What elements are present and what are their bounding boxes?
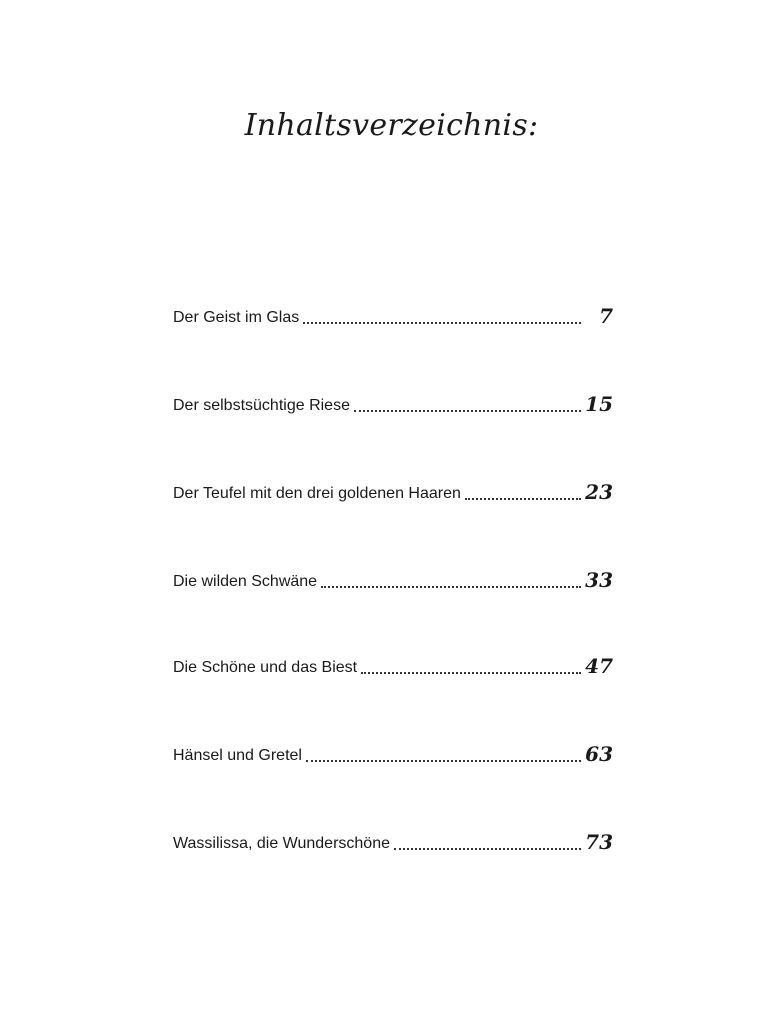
toc-entry-page: 33: [585, 568, 613, 592]
toc-entry: [173, 822, 613, 854]
toc-entry-page: 47: [585, 654, 613, 678]
toc-entry-title: Wassilissa, die Wunderschöne: [173, 835, 390, 852]
toc-leader-dots: [321, 586, 581, 588]
toc-entry-page: 73: [585, 830, 613, 854]
page-title: Inhaltsverzeichnis:: [244, 108, 539, 143]
toc-entry-title: Hänsel und Gretel: [173, 747, 302, 764]
toc-entry-title: Die Schöne und das Biest: [173, 659, 358, 676]
toc-entry: [173, 734, 613, 766]
toc-leader-dots: [361, 672, 581, 674]
toc-leader-dots: [394, 848, 581, 850]
toc-leader-dots: [465, 498, 581, 500]
toc-entry-title: Der Teufel mit den drei goldenen Haaren: [173, 485, 461, 502]
toc-entry-page: 15: [585, 392, 613, 416]
toc-entry: [173, 472, 613, 504]
toc-entry-title: Die wilden Schwäne: [173, 573, 318, 590]
toc-entry-title: Der Geist im Glas: [173, 309, 300, 326]
toc-entry-page: 63: [585, 742, 613, 766]
toc-entry: [173, 646, 613, 678]
toc-entry-page: 23: [585, 480, 613, 504]
toc-leader-dots: [303, 322, 581, 324]
toc-leader-dots: [354, 410, 581, 412]
toc-entry-title: Der selbstsüchtige Riese: [173, 397, 350, 414]
toc-entry: [173, 384, 613, 416]
toc-entry: [173, 296, 613, 328]
toc-leader-dots: [306, 760, 581, 762]
toc-entry-page: 7: [599, 304, 613, 328]
toc-entry: [173, 560, 613, 592]
